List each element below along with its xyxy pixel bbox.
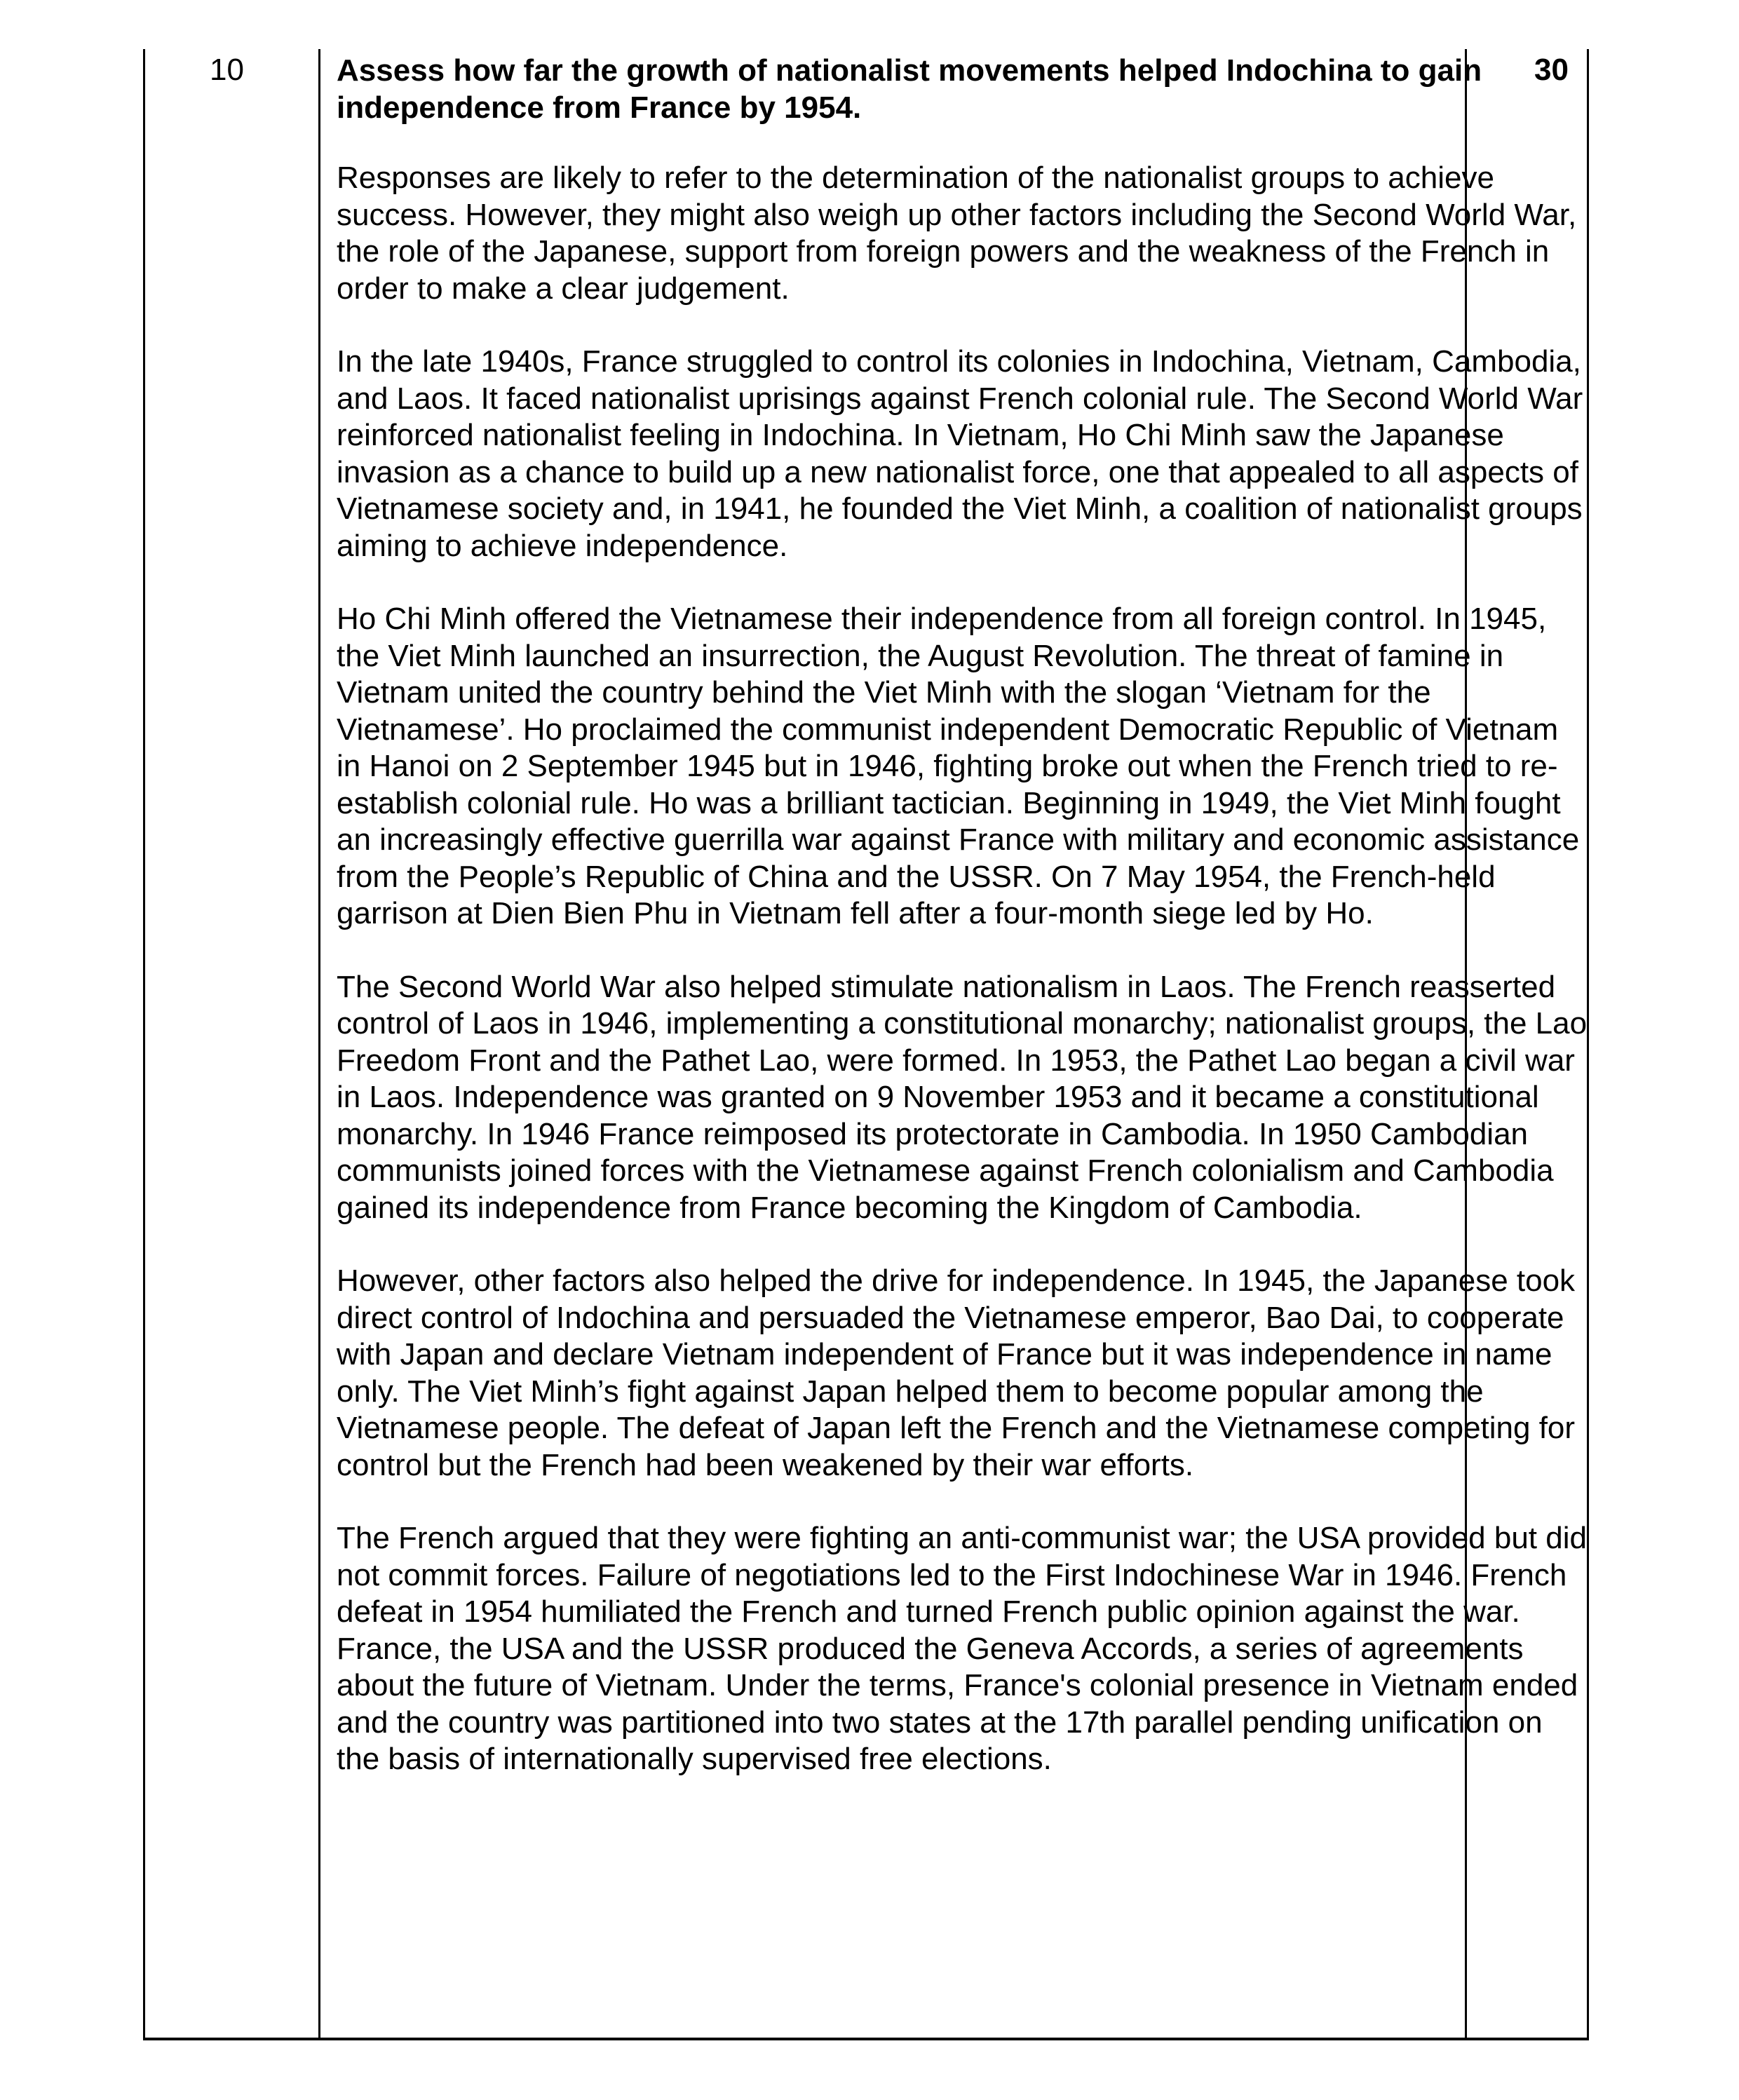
question-marks: 30 <box>1534 53 1569 87</box>
mark-scheme-table-row <box>143 49 1589 2040</box>
table-left-border <box>143 49 145 2039</box>
guidance-paragraph: The French argued that they were fighting an anti-communist war; the USA provided but did not commit forces. Failure of negotiations led to the First Indochinese War in 1946. French defeat in 1954 humiliated the French and turned French public opinion against the war. France, the USA and the USSR produced the Geneva Accords, a series of agreements about the future of Vietnam. Under the terms, France's colonial presence in Vietnam ended and the country was partitioned into two states at the 17th parallel pending unification on the basis of internationally supervised free elections. <box>337 1521 1587 1776</box>
guidance-paragraph: The Second World War also helped stimulate nationalism in Laos. The French reasserted control of Laos in 1946, implementing a constitutional monarchy; nationalist groups, the Lao Freedom Front and the Pathet Lao, were formed. In 1953, the Pathet Lao began a civil war in Laos. Independence was granted on 9 November 1953 and it became a constitutional monarchy. In 1946 France reimposed its protectorate in Cambodia. In 1950 Cambodian communists joined forces with the Vietnamese against French colonialism and Cambodia gained its independence from France becoming the Kingdom of Cambodia. <box>337 969 1588 1225</box>
guidance-paragraph: In the late 1940s, France struggled to control its colonies in Indochina, Vietnam, Cambodia, and Laos. It faced nationalist uprisings against French colonial rule. The Second World War reinforced nationalist feeling in Indochina. In Vietnam, Ho Chi Minh saw the Japanese invasion as a chance to build up a new nationalist force, one that appealed to all aspects of Vietnamese society and, in 1941, he founded the Viet Minh, a coalition of nationalist groups aiming to achieve independence. <box>337 344 1583 563</box>
table-bottom-border <box>143 2038 1589 2040</box>
table-column-divider-1 <box>318 49 320 2039</box>
question-text: Assess how far the growth of nationalist movements helped Indochina to gain independence from France by 1954. <box>337 53 1482 125</box>
guidance-paragraph: However, other factors also helped the drive for independence. In 1945, the Japanese took direct control of Indochina and persuaded the Vietnamese emperor, Bao Dai, to cooperate with Japan and declare Vietnam independent of France but it was independence in name only. The Viet Minh’s fight against Japan helped them to become popular among the Vietnamese people. The defeat of Japan left the French and the Vietnamese competing for control but the French had been weakened by their war efforts. <box>337 1264 1576 1482</box>
question-number: 10 <box>210 53 244 87</box>
guidance-paragraph: Responses are likely to refer to the determination of the nationalist groups to achieve success. However, they might also weigh up other factors including the Second World War, the role of the Japanese, support from foreign powers and the weakness of the French in order to make a clear judgement. <box>337 161 1577 306</box>
guidance-paragraph: Ho Chi Minh offered the Vietnamese their independence from all foreign control. In 1945, the Viet Minh launched an insurrection, the August Revolution. The threat of famine in Vietnam united the country behind the Viet Minh with the slogan ‘Vietnam for the Vietnamese’. Ho proclaimed the communist independent Democratic Republic of Vietnam in Hanoi on 2 September 1945 but in 1946, fighting broke out when the French tried to re-establish colonial rule. Ho was a brilliant tactician. Beginning in 1949, the Viet Minh fought an increasingly effective guerrilla war against France with military and economic assistance from the People’s Republic of China and the USSR. On 7 May 1954, the French-held garrison at Dien Bien Phu in Vietnam fell after a four-month siege led by Ho. <box>337 602 1580 930</box>
answer-guidance <box>337 52 1588 1815</box>
